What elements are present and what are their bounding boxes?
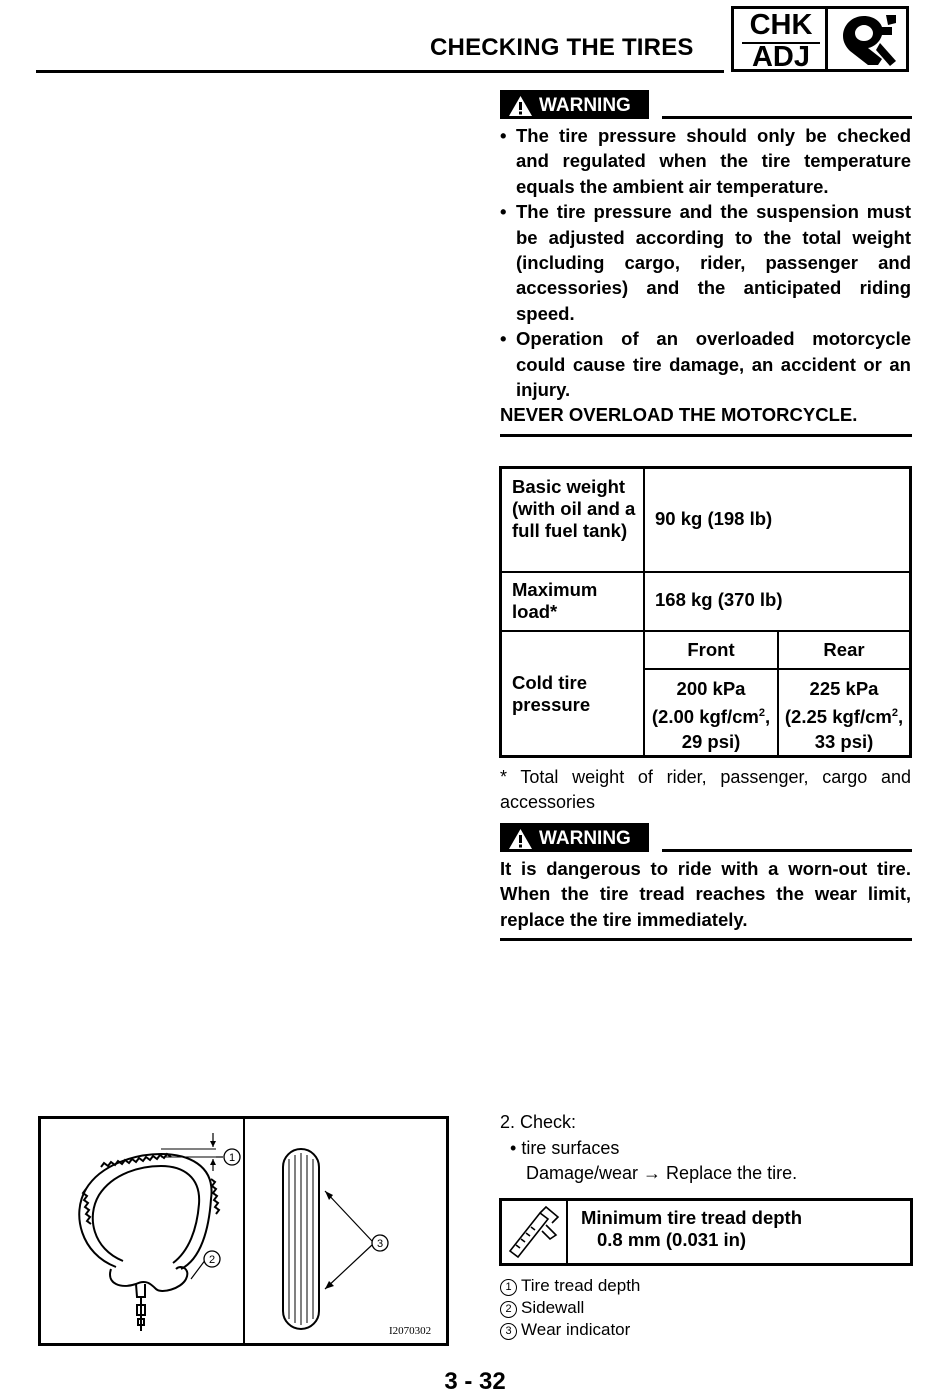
legend-item: 1 Tire tread depth — [500, 1275, 640, 1297]
badge-adj: ADJ — [751, 41, 810, 73]
rear-pressure: 225 kPa (2.25 kgf/$cm^2$, 33 psi) — [784, 678, 904, 753]
warning-triangle-icon — [508, 95, 533, 117]
legend-item: 2 Sidewall — [500, 1297, 640, 1319]
basic-weight-value: 90 kg (198 lb) — [655, 508, 773, 529]
tire-diagram — [41, 1119, 446, 1343]
tread-box-value: 0.8 mm (0.031 in) — [597, 1229, 747, 1250]
warning-body-2: It is dangerous to ride with a worn-out tire. When the tire tread reaches the wear limit, replace the tire immediately. — [500, 858, 911, 930]
warning-label-1 — [500, 90, 649, 119]
warning-text-1: WARNING — [539, 95, 631, 116]
warning-header-1 — [500, 90, 912, 120]
table-row-divider — [502, 571, 909, 573]
cold-pressure-label: Cold tire pressure — [512, 672, 591, 715]
caliper-icon — [506, 1205, 562, 1259]
tread-box-divider — [566, 1201, 568, 1263]
check-step-title: 2. Check: — [500, 1112, 577, 1132]
callout-1-label: 1 — [228, 1152, 236, 1164]
front-pressure: 200 kPa (2.00 kgf/$cm^2$, 29 psi) — [651, 678, 771, 753]
page-number: 3 - 32 — [444, 1368, 506, 1395]
callout-3-label: 3 — [376, 1238, 384, 1250]
badge-chk: CHK — [749, 9, 813, 41]
warning-bullet: • Operation of an overloaded motorcycle could cause tire damage, an accident or an injury. — [500, 328, 911, 401]
figure-legend — [500, 1275, 640, 1341]
chk-adj-badge — [731, 6, 909, 72]
check-step — [500, 1110, 912, 1187]
warning-end-rule-1 — [500, 434, 912, 437]
warning-end-rule-2 — [500, 938, 912, 941]
spec-table — [499, 466, 912, 758]
tread-spec-box — [499, 1198, 913, 1266]
wrench-icon — [834, 13, 900, 67]
max-load-value: 168 kg (370 lb) — [655, 589, 783, 610]
tire-figure — [38, 1116, 449, 1346]
warning-line-2 — [662, 849, 912, 852]
tread-box-title: Minimum tire tread depth — [581, 1207, 802, 1228]
table-row-divider — [502, 630, 909, 632]
warning-triangle-icon — [508, 828, 533, 850]
callout-2-label: 2 — [208, 1254, 216, 1266]
warning-header-2 — [500, 823, 912, 853]
warning-label-2 — [500, 823, 649, 852]
check-bullet: • tire surfaces — [510, 1137, 620, 1158]
check-action: Damage/wear → Replace the tire. — [526, 1163, 798, 1183]
warning-bullet: • The tire pressure should only be checked and regulated when the tire temperature equals the ambient air temperature. — [500, 125, 911, 197]
tread-box-text — [581, 1207, 802, 1251]
basic-weight-label: Basic weight (with oil and a full fuel tank) — [512, 476, 636, 541]
footnote: * Total weight of rider, passenger, cargo and accessories — [500, 767, 911, 813]
warning-line-1 — [662, 116, 912, 119]
figure-code: I2070302 — [389, 1325, 432, 1337]
warning-text-2: WARNING — [539, 828, 631, 849]
warning-bullet: • The tire pressure and the suspension must be adjusted according to the total weight (including cargo, rider, passenger and accessories) and the anticipated riding speed. — [500, 201, 911, 324]
page-title: CHECKING THE TIRES — [430, 34, 694, 61]
legend-item: 3 Wear indicator — [500, 1319, 640, 1341]
warning-body-1 — [500, 123, 911, 428]
warning-closing: NEVER OVERLOAD THE MOTORCYCLE. — [500, 404, 858, 426]
max-load-label: Maximum load* — [512, 579, 598, 622]
badge-separator — [825, 9, 828, 69]
front-header: Front — [687, 639, 735, 660]
header-rule — [36, 70, 724, 73]
rear-header: Rear — [823, 639, 865, 660]
